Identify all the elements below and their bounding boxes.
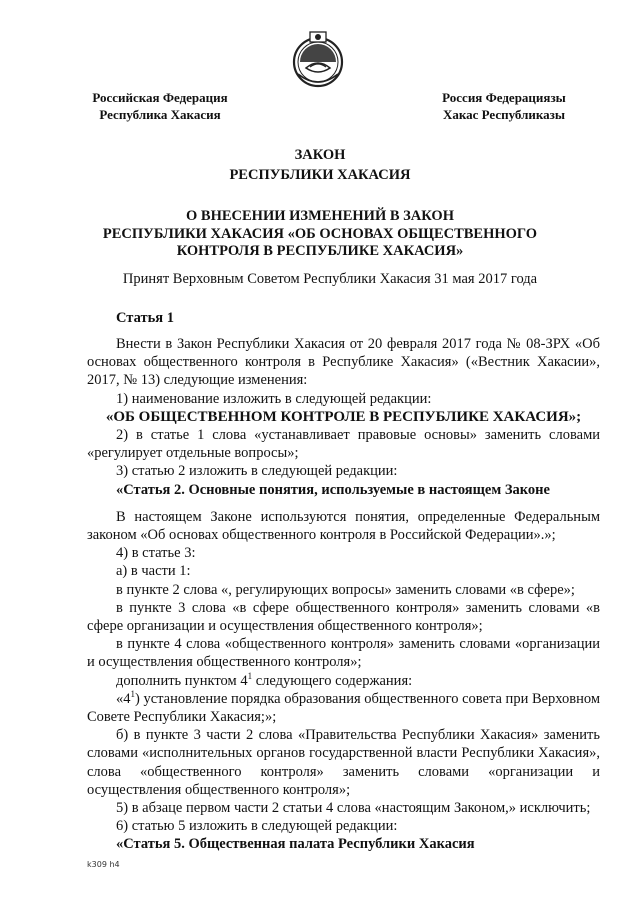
paragraph: Внести в Закон Республики Хакасия от 20 февраля 2017 года № 08-ЗРХ «Об основах общественного контроля в Республике Хакасия» («Вестник Хакасии», 2017, № 13) следующие изменения: bbox=[87, 336, 600, 389]
khakassia-coat-of-arms-icon bbox=[286, 28, 350, 92]
list-item: 4) в статье 3: bbox=[116, 545, 196, 562]
list-item: 1) наименование изложить в следующей редакции: bbox=[116, 390, 432, 407]
header-right-republic: Хакас Республиказы bbox=[442, 107, 566, 122]
list-item: 3) статью 2 изложить в следующей редакции: bbox=[116, 463, 398, 480]
list-item: в пункте 4 слова «общественного контроля» заменить словами «организации и осуществления общественного контроля»; bbox=[87, 636, 600, 671]
list-item: 5) в абзаце первом части 2 статьи 4 слова «настоящим Законом,» исключить; bbox=[116, 800, 591, 817]
law-title: ЗАКОН bbox=[294, 147, 346, 163]
header-right-country: Россия Федерациязы bbox=[442, 90, 566, 105]
article-2-heading: «Статья 2. Основные понятия, используемые в настоящем Законе bbox=[116, 481, 550, 498]
list-item bbox=[87, 672, 600, 690]
superscript: 1 bbox=[130, 689, 135, 700]
footer-code: k309 h4 bbox=[87, 860, 120, 869]
article-5-heading: «Статья 5. Общественная палата Республики Хакасия bbox=[116, 836, 475, 853]
law-subject-line: РЕСПУБЛИКИ ХАКАСИЯ «ОБ ОСНОВАХ ОБЩЕСТВЕННОГО bbox=[102, 225, 538, 242]
header-left bbox=[80, 89, 240, 123]
law-republic: РЕСПУБЛИКИ ХАКАСИЯ bbox=[229, 167, 411, 183]
list-item: а) в части 1: bbox=[116, 563, 191, 580]
text-fragment: следующего содержания: bbox=[252, 672, 413, 689]
list-item: 2) в статье 1 слова «устанавливает правовые основы» заменить словами «регулирует отдельные вопросы»; bbox=[87, 427, 600, 462]
law-subject bbox=[60, 208, 580, 261]
paragraph: В настоящем Законе используются понятия, определенные Федеральным законом «Об основах общественного контроля в Российской Федерации».»; bbox=[87, 508, 600, 544]
law-subject-line: О ВНЕСЕНИИ ИЗМЕНЕНИЙ В ЗАКОН bbox=[186, 208, 454, 224]
header-right bbox=[424, 89, 584, 123]
article-1-heading: Статья 1 bbox=[116, 310, 174, 326]
list-item: б) в пункте 3 части 2 слова «Правительства Республики Хакасия» заменить словами «исполнительных органов государственной власти Республики Хакасия», слова «общественного контроля» заменить словами «организации и осуществления общественного контроля»; bbox=[87, 727, 600, 798]
text-fragment: ) установление порядка образования общественного совета при Верховном Совете Республики Хакасия;»; bbox=[87, 690, 601, 726]
text-fragment: дополнить пунктом 4 bbox=[116, 672, 248, 689]
header-left-country: Российская Федерация bbox=[92, 90, 228, 105]
list-item: в пункте 3 слова «в сфере общественного контроля» заменить словами «в сфере организации и осуществления общественного контроля»; bbox=[87, 599, 600, 635]
adoption-note: Принят Верховным Советом Республики Хакасия 31 мая 2017 года bbox=[122, 271, 538, 287]
header-left-republic: Республика Хакасия bbox=[99, 107, 221, 122]
list-item: 6) статью 5 изложить в следующей редакции: bbox=[116, 818, 398, 835]
superscript: 1 bbox=[247, 670, 253, 681]
law-subject-line: КОНТРОЛЯ В РЕСПУБЛИКЕ ХАКАСИЯ» bbox=[176, 243, 464, 259]
list-item bbox=[87, 690, 600, 726]
text-fragment: «4 bbox=[116, 690, 131, 707]
article-1-body bbox=[87, 335, 600, 854]
new-law-title: «ОБ ОБЩЕСТВЕННОМ КОНТРОЛЕ В РЕСПУБЛИКЕ ХАКАСИЯ»; bbox=[105, 408, 582, 425]
list-item: в пункте 2 слова «, регулирующих вопросы» заменить словами «в сфере»; bbox=[116, 581, 575, 598]
